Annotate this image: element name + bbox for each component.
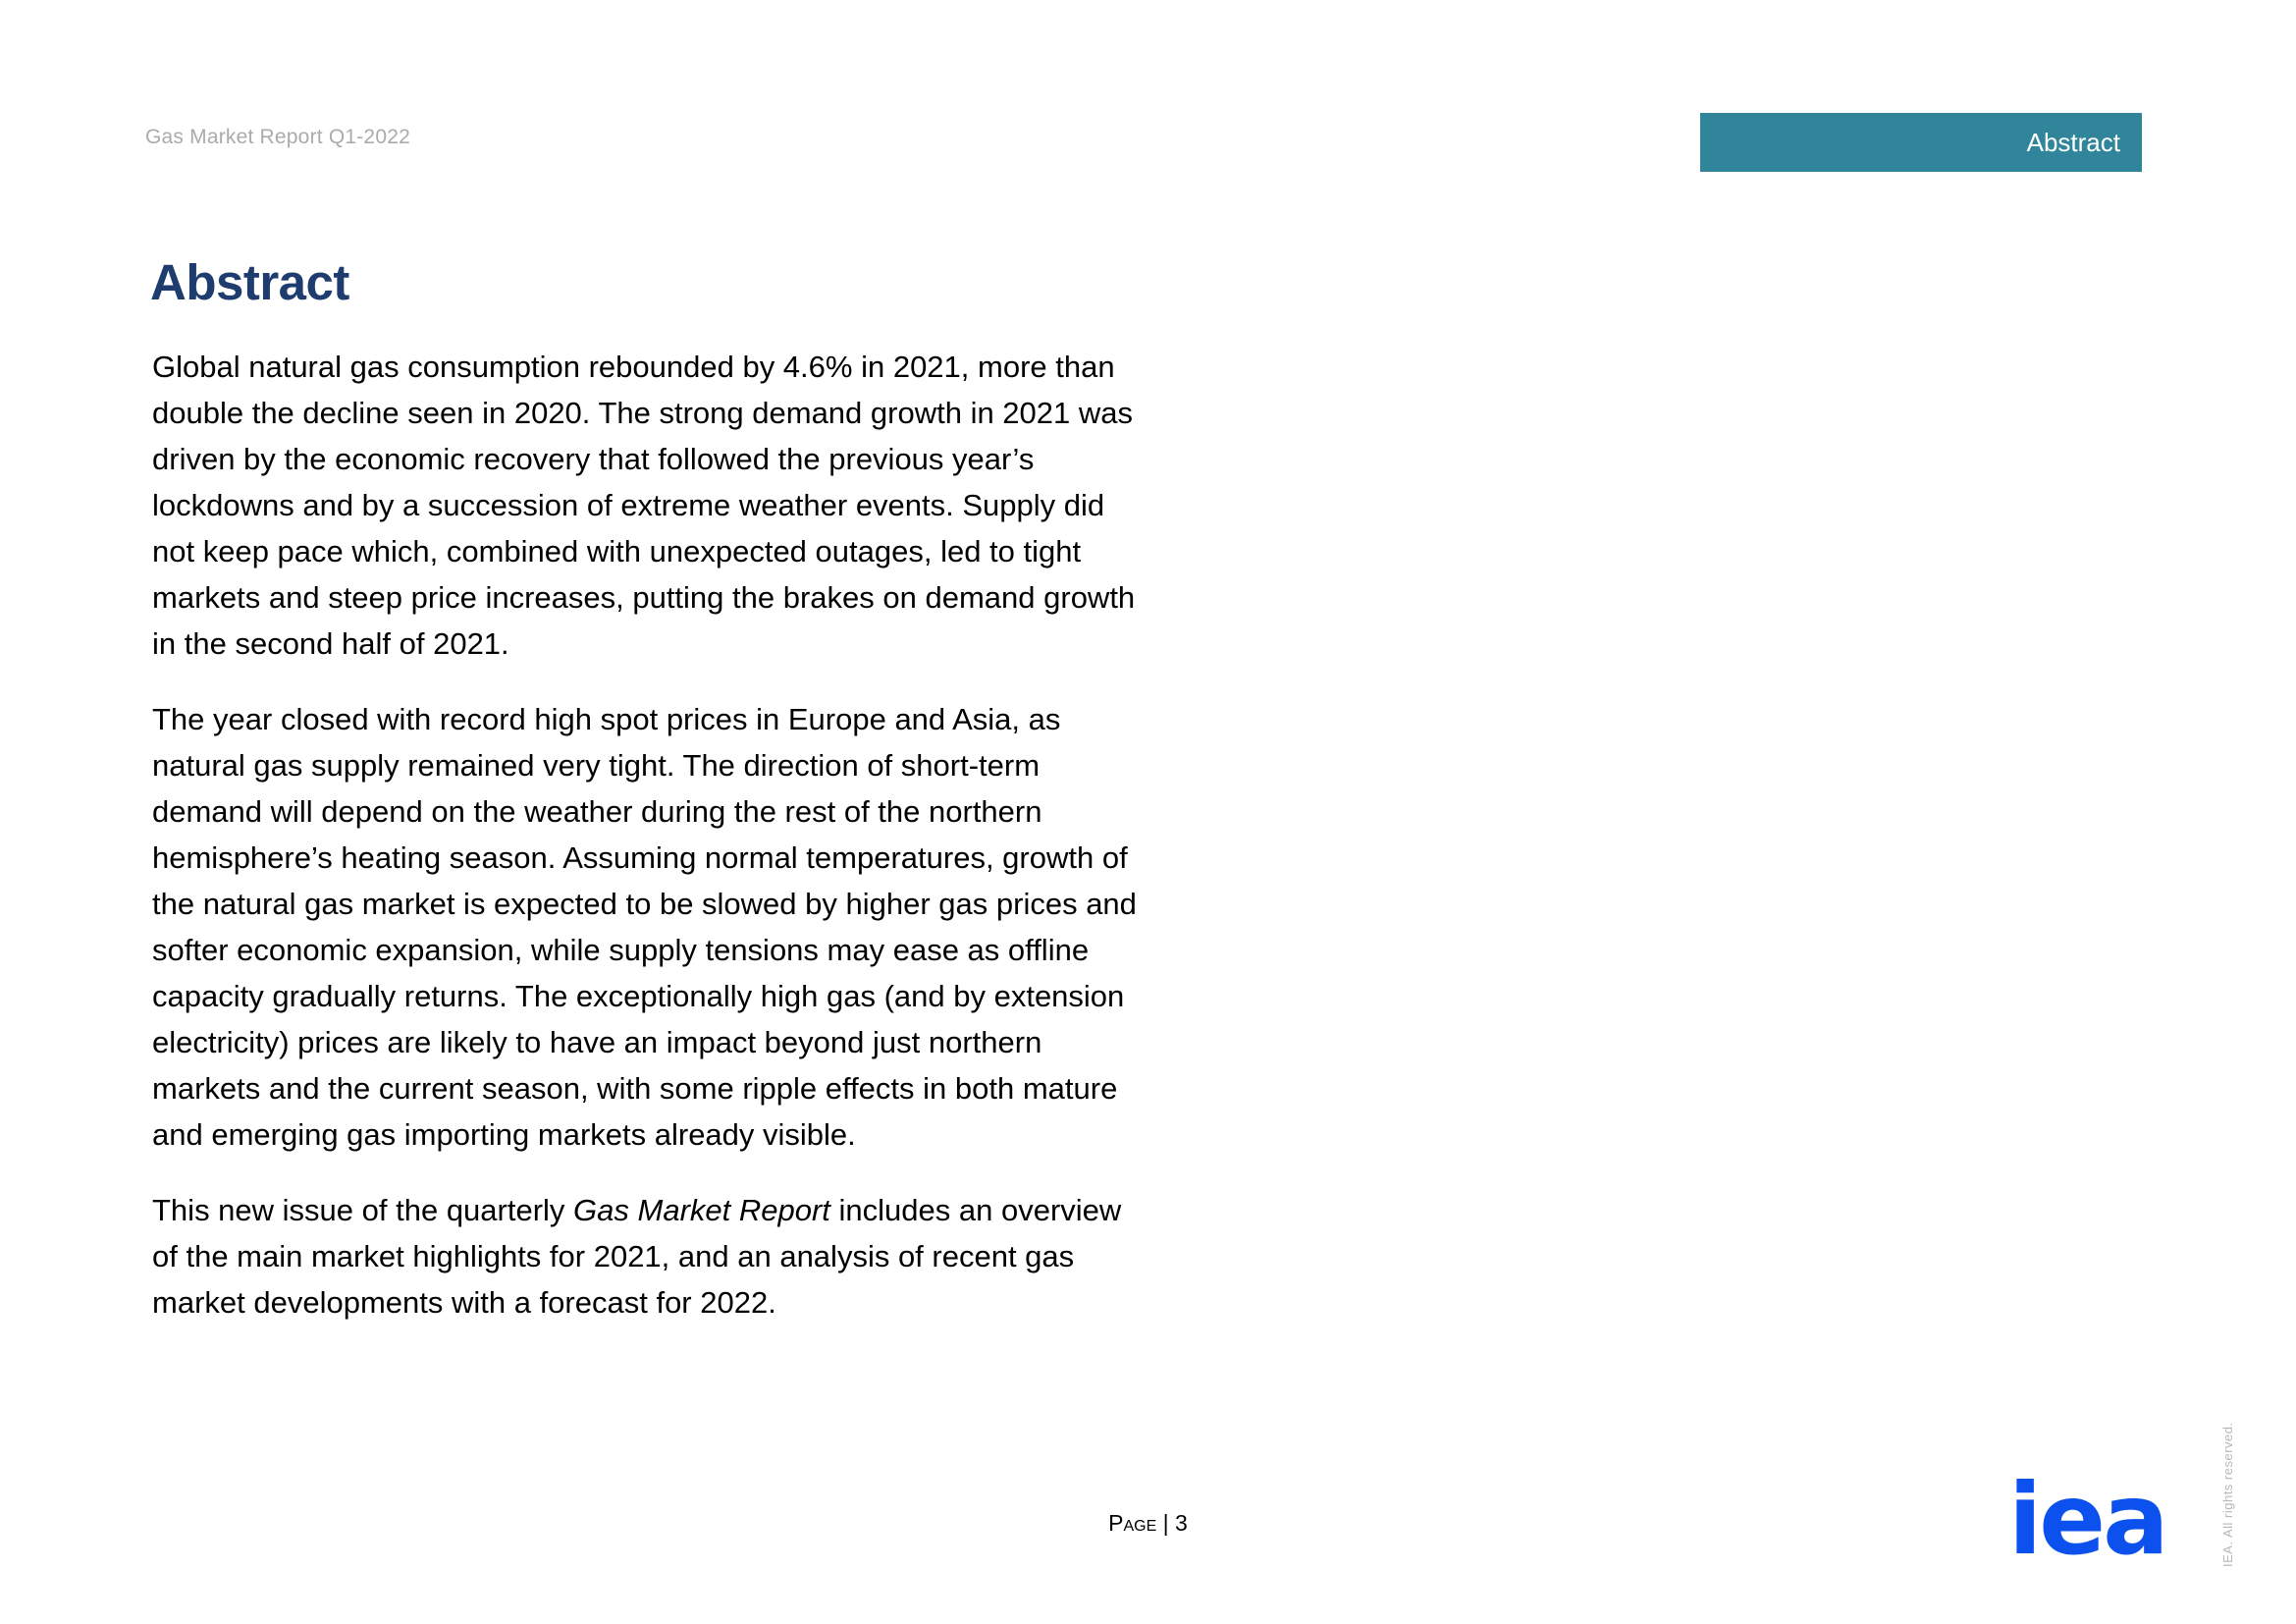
paragraph-3-text-after: includes an overview of the main market highlights for 2021, and an analysis of recent gas market developments with a forecast for 2022. <box>152 1193 1122 1320</box>
chapter-banner <box>1700 113 2142 172</box>
abstract-paragraph-2: The year closed with record high spot prices in Europe and Asia, as natural gas supply remained very tight. The direction of short-term demand will depend on the weather during the rest of the northern hemisphere’s heating season. Assuming normal temperatures, growth of the natural gas market is expected to be slowed by higher gas prices and softer economic expansion, while supply tensions may ease as offline capacity gradually returns. The exceptionally high gas (and by extension electricity) prices are likely to have an impact beyond just northern markets and the current season, with some ripple effects in both mature and emerging gas importing markets already visible. <box>152 702 1137 1152</box>
abstract-body <box>152 344 1142 1355</box>
running-header: Gas Market Report Q1-2022 <box>145 126 410 148</box>
section-title: Abstract <box>150 254 349 310</box>
iea-logo: iea <box>2008 1462 2166 1577</box>
page-number: Page | 3 <box>1108 1510 1188 1536</box>
chapter-banner-label: Abstract <box>2026 128 2120 157</box>
copyright-side-note: IEA. All rights reserved. <box>2220 1422 2235 1567</box>
report-title-italic: Gas Market Report <box>573 1193 830 1227</box>
paragraph-3-text-before: This new issue of the quarterly <box>152 1193 574 1227</box>
abstract-paragraph-1: Global natural gas consumption rebounded by 4.6% in 2021, more than double the decline seen in 2020. The strong demand growth in 2021 was driven by the economic recovery that followed the previous year’s lockdowns and by a succession of extreme weather events. Supply did not keep pace which, combined with unexpected outages, led to tight markets and steep price increases, putting the brakes on demand growth in the second half of 2021. <box>152 350 1136 661</box>
abstract-paragraph-3 <box>152 1187 1142 1326</box>
